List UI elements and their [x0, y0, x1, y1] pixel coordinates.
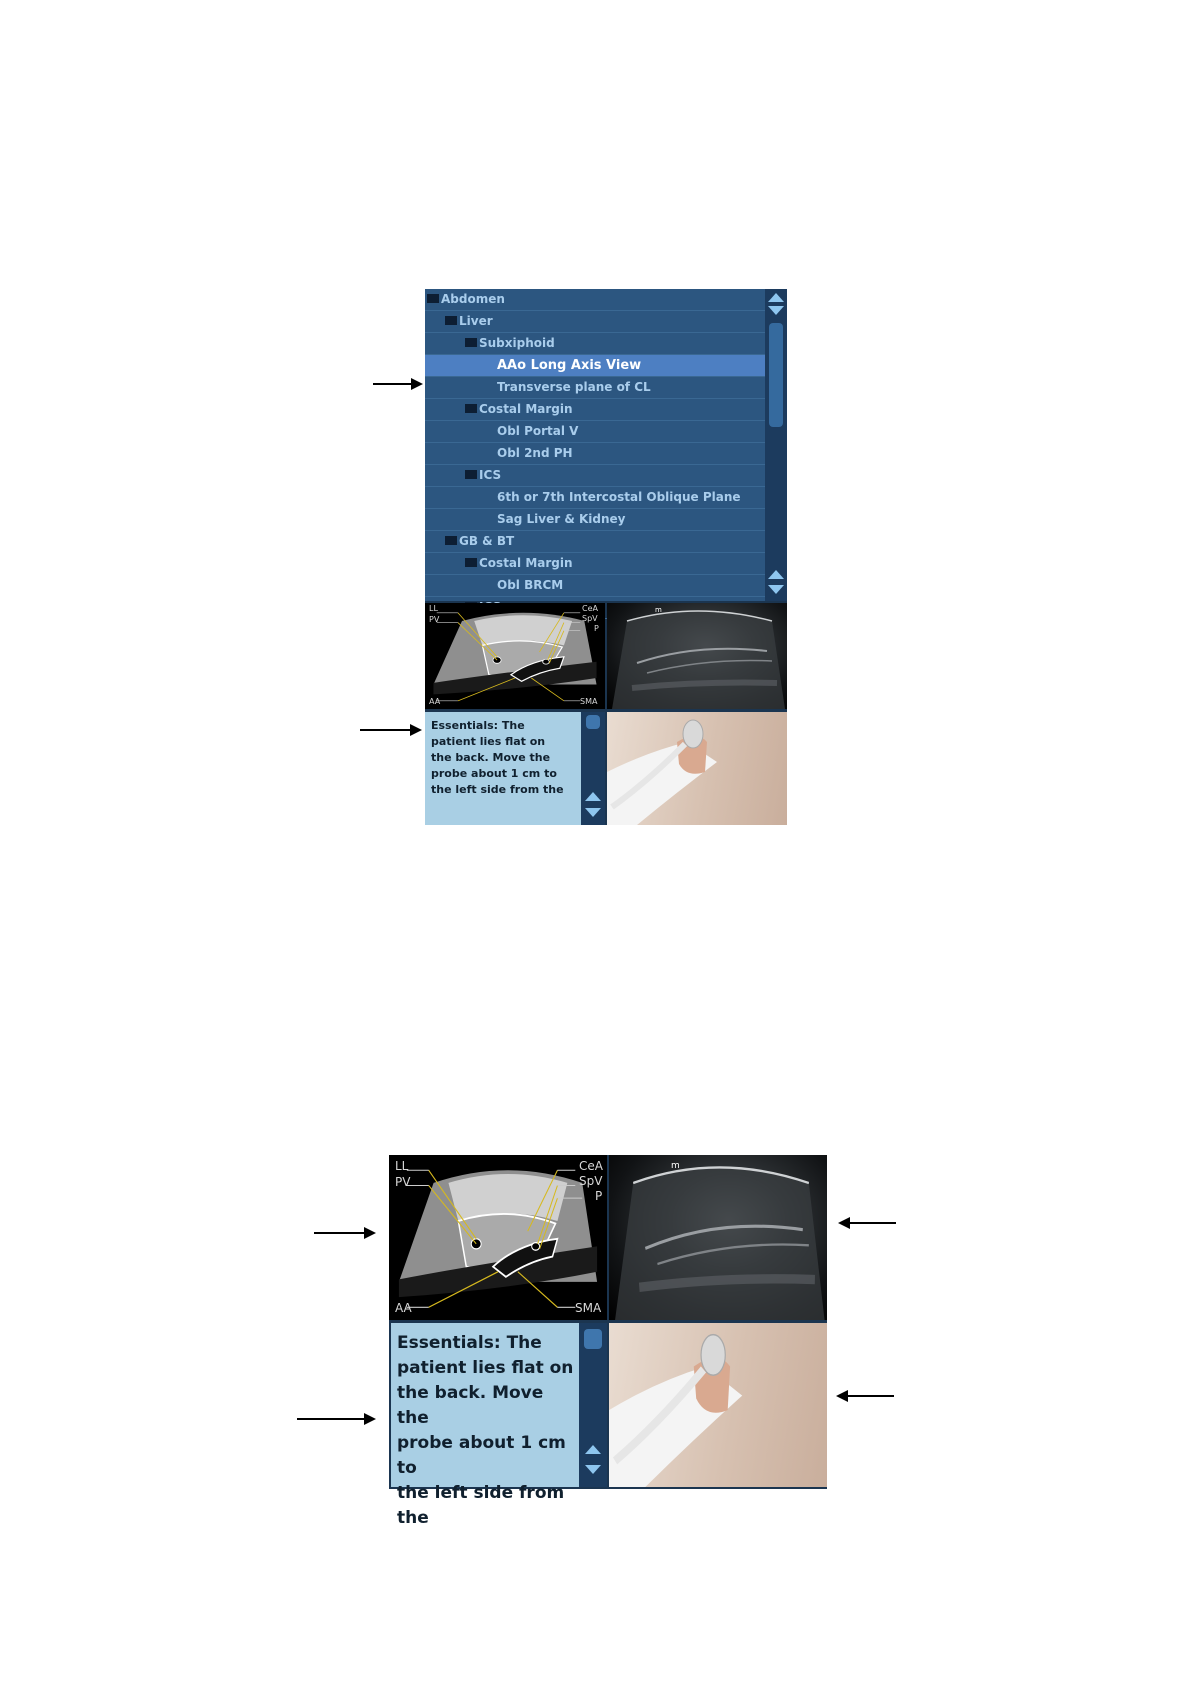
probe-placement-photo	[607, 712, 787, 825]
ultrasound-image	[607, 603, 787, 709]
triangle-up-icon[interactable]	[585, 792, 601, 801]
tree-item-label: Subxiphoid	[479, 336, 555, 350]
essentials-line-3: the back. Move the	[397, 1383, 544, 1428]
tree-item-label: Liver	[459, 314, 493, 328]
minus-box-icon[interactable]	[445, 316, 457, 325]
tree-item[interactable]	[425, 575, 765, 597]
tree-item-label: Costal Margin	[479, 556, 573, 570]
enlarged-panel	[389, 1155, 827, 1528]
tree-item-label: Costal Margin	[479, 402, 573, 416]
tree-item[interactable]	[425, 333, 765, 355]
tree-item[interactable]	[425, 465, 765, 487]
essentials-line-4: probe about 1 cm to	[431, 767, 557, 780]
label-pv: PV	[395, 1175, 411, 1189]
anatomy-diagram-large	[389, 1155, 607, 1320]
tree-scroll-thumb[interactable]	[769, 323, 783, 427]
triangle-down-icon[interactable]	[768, 585, 784, 594]
essentials-line-5: the left side from the	[397, 1483, 565, 1528]
tree-item[interactable]	[425, 399, 765, 421]
tree-item[interactable]	[425, 377, 765, 399]
tree-item[interactable]	[425, 311, 765, 333]
essentials-line-3: the back. Move the	[431, 751, 551, 764]
ultrasound-scan-large	[609, 1155, 827, 1320]
tree-item-label: ICS	[479, 468, 502, 482]
triangle-up-icon[interactable]	[585, 1445, 601, 1454]
arrow-icon	[364, 1227, 376, 1239]
essentials-line-1: Essentials: The	[397, 1333, 542, 1353]
callout-arrow-1	[373, 383, 413, 385]
callout-arrow-4	[297, 1418, 364, 1420]
probe-illustration	[607, 712, 787, 825]
tree-item-label: AAo Long Axis View	[497, 358, 642, 373]
label-p: P	[595, 1189, 603, 1203]
callout-arrow-6	[846, 1395, 894, 1397]
arrow-icon	[364, 1413, 376, 1425]
essentials-line-4: probe about 1 cm to	[397, 1433, 566, 1478]
essentials-scrollbar-large[interactable]	[579, 1323, 607, 1487]
label-cea: CeA	[579, 1159, 603, 1173]
tree-item-label: Obl 2nd PH	[497, 446, 573, 460]
tree-item[interactable]	[425, 509, 765, 531]
arrow-icon	[410, 724, 422, 736]
tree-scrollbar[interactable]	[765, 289, 787, 601]
essentials-line-5: the left side from the	[431, 783, 564, 796]
arrow-icon	[411, 378, 423, 390]
tree-item-label: GB & BT	[459, 534, 515, 548]
anatomy-schematic-large	[389, 1155, 607, 1320]
minus-box-icon[interactable]	[465, 470, 477, 479]
tree-item-label: 6th or 7th Intercostal Oblique Plane	[497, 490, 741, 504]
label-ll: LL	[395, 1159, 409, 1173]
essentials-line-2: patient lies flat on	[431, 735, 546, 748]
ultrasound-scan	[607, 603, 787, 709]
triangle-down-icon[interactable]	[585, 1465, 601, 1474]
tree-item[interactable]	[425, 443, 765, 465]
triangle-up-icon[interactable]	[768, 293, 784, 302]
tree-item[interactable]	[425, 553, 765, 575]
essentials-scrollbar[interactable]	[581, 712, 605, 825]
triangle-down-icon[interactable]	[768, 306, 784, 315]
essentials-scroll-thumb[interactable]	[584, 1329, 602, 1349]
label-spv: SpV	[579, 1174, 603, 1188]
tree-item[interactable]	[425, 421, 765, 443]
view-tree[interactable]	[425, 289, 765, 601]
triangle-up-icon[interactable]	[768, 570, 784, 579]
callout-arrow-2	[360, 729, 412, 731]
triangle-down-icon[interactable]	[585, 808, 601, 817]
ultrasound-image-large	[609, 1155, 827, 1320]
essentials-text-box-large[interactable]	[391, 1323, 579, 1528]
label-cea: CeA	[582, 604, 598, 613]
anatomy-schematic	[425, 603, 605, 709]
tree-item[interactable]	[425, 355, 765, 377]
probe-placement-photo-large	[609, 1323, 827, 1487]
callout-arrow-3	[314, 1232, 364, 1234]
tree-item-label: Sag Liver & Kidney	[497, 512, 626, 526]
tree-item[interactable]	[425, 531, 765, 553]
anatomy-diagram	[425, 603, 605, 709]
minus-box-icon[interactable]	[427, 294, 439, 303]
tree-item-label: Obl BRCM	[497, 578, 564, 592]
tree-item[interactable]	[425, 487, 765, 509]
tree-item[interactable]	[425, 289, 765, 311]
essentials-text-box[interactable]	[425, 712, 581, 825]
label-pv: PV	[429, 615, 440, 624]
label-aa: AA	[395, 1301, 412, 1315]
minus-box-icon[interactable]	[465, 404, 477, 413]
ultrasound-marker: m	[655, 606, 662, 614]
essentials-scroll-thumb[interactable]	[586, 715, 600, 729]
tree-item-label: Obl Portal V	[497, 424, 579, 438]
label-sma: SMA	[575, 1301, 602, 1315]
tree-item-label: Transverse plane of CL	[497, 380, 651, 394]
tree-item-label: Abdomen	[441, 292, 505, 306]
minus-box-icon[interactable]	[465, 558, 477, 567]
label-sma: SMA	[580, 697, 598, 706]
essentials-line-1: Essentials: The	[431, 719, 525, 732]
minus-box-icon[interactable]	[465, 338, 477, 347]
ultrasound-marker: m	[671, 1161, 680, 1171]
essentials-line-2: patient lies flat on	[397, 1358, 574, 1378]
label-p: P	[594, 624, 599, 633]
ultrasound-navigator-panel	[425, 289, 787, 825]
label-aa: AA	[429, 697, 441, 706]
label-spv: SpV	[582, 614, 598, 623]
minus-box-icon[interactable]	[445, 536, 457, 545]
label-ll: LL	[429, 604, 438, 613]
probe-illustration-large	[609, 1323, 827, 1487]
callout-arrow-5	[848, 1222, 896, 1224]
